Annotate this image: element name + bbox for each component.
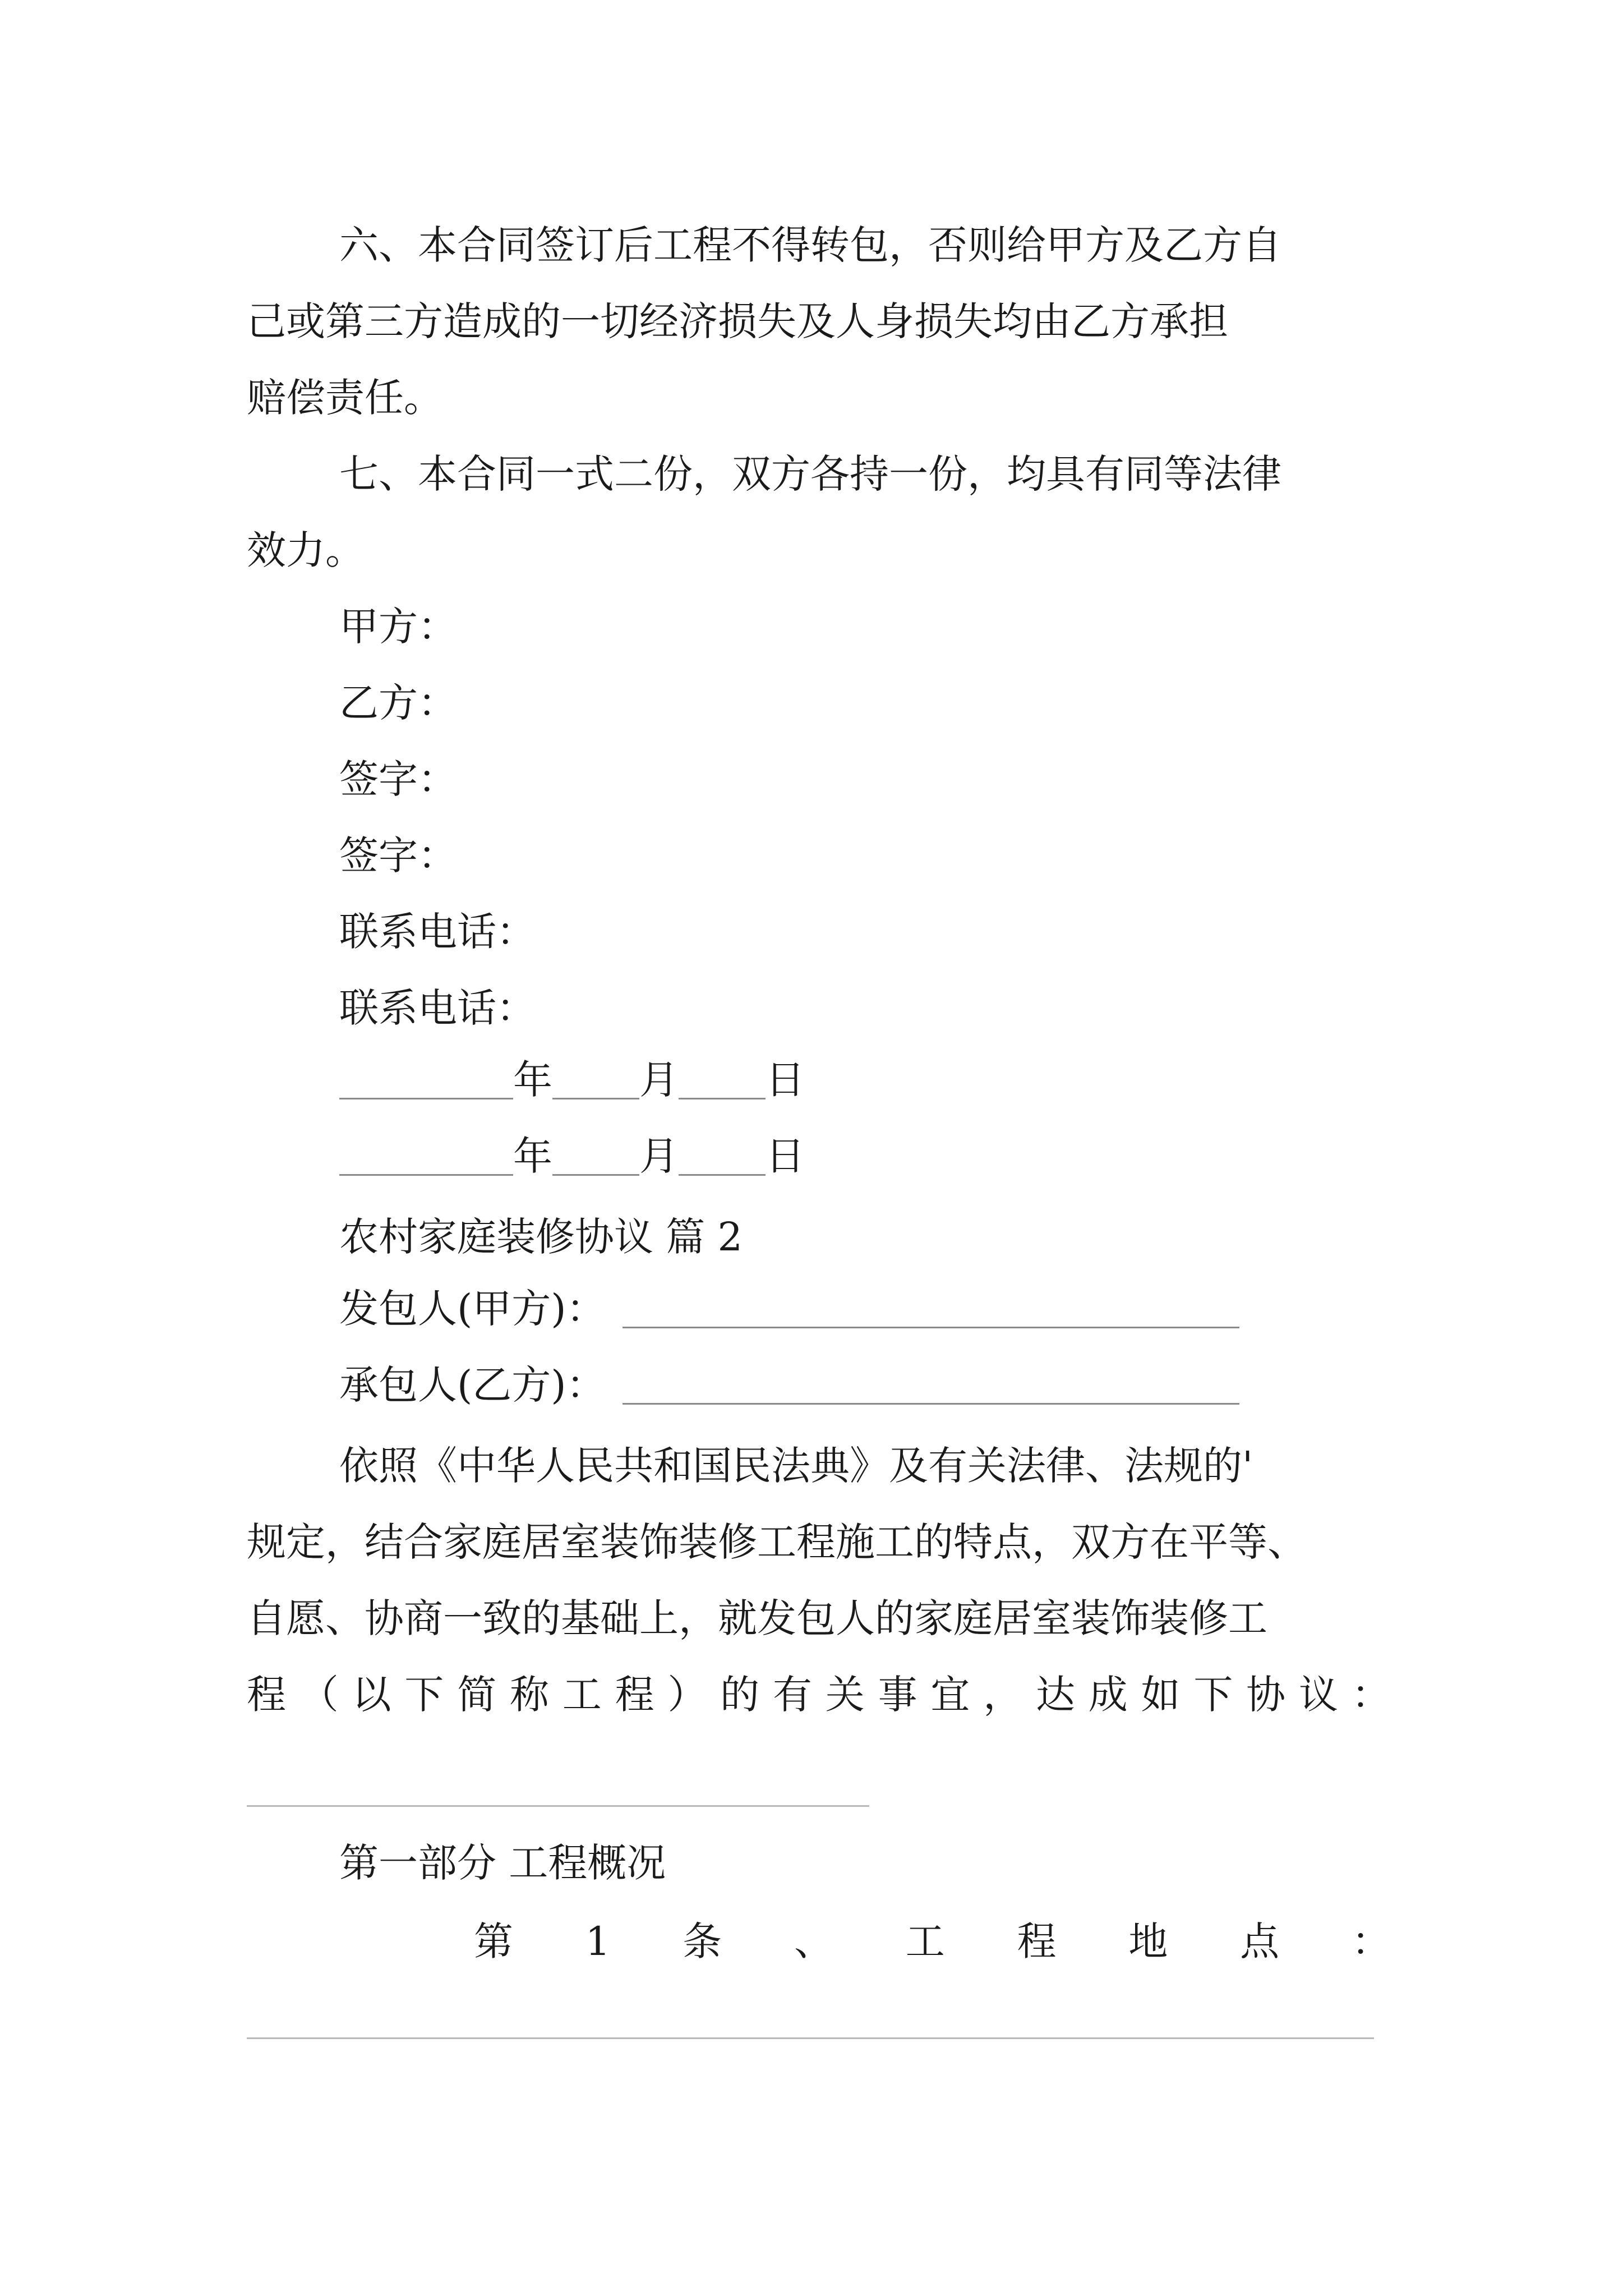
article-1-char: 地	[1128, 1918, 1168, 1964]
article-1-char: 第	[474, 1918, 513, 1964]
employer-row	[339, 1286, 1239, 1332]
intro-line-4-char: 事	[878, 1672, 917, 1718]
intro-line-4-char: 下	[1193, 1672, 1233, 1718]
intro-line-4-char: （	[299, 1672, 339, 1718]
intro-line-4-char: 称	[509, 1672, 549, 1718]
article-1-char: 条	[683, 1918, 722, 1964]
clause-6-line-2: 己或第三方造成的一切经济损失及人身损失均由乙方承担	[247, 298, 1228, 344]
intro-line-4-char: 程	[615, 1672, 654, 1718]
day-label: 日	[766, 1133, 805, 1179]
intro-line-4-char: 如	[1141, 1672, 1181, 1718]
intro-line-4-char: 的	[720, 1672, 760, 1718]
year-blank	[339, 1138, 513, 1176]
clause-7-line-1: 七、本合同一式二份，双方各持一份，均具有同等法律	[339, 451, 1281, 497]
article-1-char: 工	[905, 1918, 945, 1964]
separator-long	[247, 2037, 1374, 2039]
day-label: 日	[766, 1057, 805, 1103]
day-blank	[679, 1062, 766, 1099]
article-1-char: 程	[1017, 1918, 1057, 1964]
intro-line-1: 依照《中华人民共和国民法典》及有关法律、法规的'	[339, 1443, 1253, 1489]
month-blank	[552, 1138, 639, 1176]
intro-line-4-char: 成	[1088, 1672, 1128, 1718]
article-1-heading	[474, 1918, 1391, 1964]
intro-line-4-char: 有	[772, 1672, 812, 1718]
intro-line-4-char: 达	[1035, 1672, 1075, 1718]
intro-line-4-char: 协	[1246, 1672, 1286, 1718]
clause-6-line-1: 六、本合同签订后工程不得转包，否则给甲方及乙方自	[339, 222, 1281, 268]
intro-line-4-char: ）	[667, 1672, 707, 1718]
intro-line-4-char: 简	[457, 1672, 497, 1718]
party-b-label: 乙方：	[339, 680, 457, 726]
clause-6-line-3: 赔偿责任。	[247, 375, 443, 421]
phone-label-1: 联系电话：	[339, 909, 536, 955]
intro-line-4-char: 程	[247, 1672, 286, 1718]
contractor-row	[339, 1362, 1239, 1408]
date-row-1	[339, 1057, 805, 1103]
contractor-label: 承包人(乙方)：	[339, 1362, 606, 1408]
signature-label-2: 签字：	[339, 832, 457, 878]
intro-line-4-char: 关	[825, 1672, 865, 1718]
article-1-char: 1	[585, 1918, 611, 1964]
intro-line-4-char: 下	[404, 1672, 444, 1718]
month-label: 月	[639, 1057, 679, 1103]
separator-short	[247, 1805, 869, 1807]
intro-line-4-char: 议	[1298, 1672, 1338, 1718]
contractor-blank	[623, 1367, 1239, 1405]
intro-line-4-char: 工	[562, 1672, 602, 1718]
intro-line-4-char: 以	[352, 1672, 391, 1718]
intro-line-4-char: 宜	[930, 1672, 970, 1718]
year-label: 年	[513, 1057, 552, 1103]
date-row-2	[339, 1133, 805, 1179]
party-a-label: 甲方：	[339, 604, 457, 650]
signature-label-1: 签字：	[339, 756, 457, 802]
article-1-char: ：	[1351, 1918, 1391, 1964]
intro-line-2: 规定，结合家庭居室装饰装修工程施工的特点，双方在平等、	[247, 1519, 1307, 1565]
clause-7-line-2: 效力。	[247, 527, 365, 573]
employer-blank	[623, 1291, 1239, 1328]
article-1-char: 点	[1240, 1918, 1280, 1964]
year-label: 年	[513, 1133, 552, 1179]
intro-line-4-char: ，	[983, 1672, 1023, 1718]
intro-line-3: 自愿、协商一致的基础上，就发包人的家庭居室装饰装修工	[247, 1595, 1267, 1641]
year-blank	[339, 1062, 513, 1099]
section-2-title: 农村家庭装修协议 篇 2	[339, 1214, 743, 1260]
month-blank	[552, 1062, 639, 1099]
day-blank	[679, 1138, 766, 1176]
employer-label: 发包人(甲方)：	[339, 1286, 606, 1332]
article-1-char: 、	[794, 1918, 833, 1964]
part-1-title: 第一部分 工程概况	[339, 1840, 666, 1886]
intro-line-4-char: ：	[1351, 1672, 1391, 1718]
phone-label-2: 联系电话：	[339, 985, 536, 1031]
month-label: 月	[639, 1133, 679, 1179]
intro-line-4	[247, 1672, 1391, 1718]
